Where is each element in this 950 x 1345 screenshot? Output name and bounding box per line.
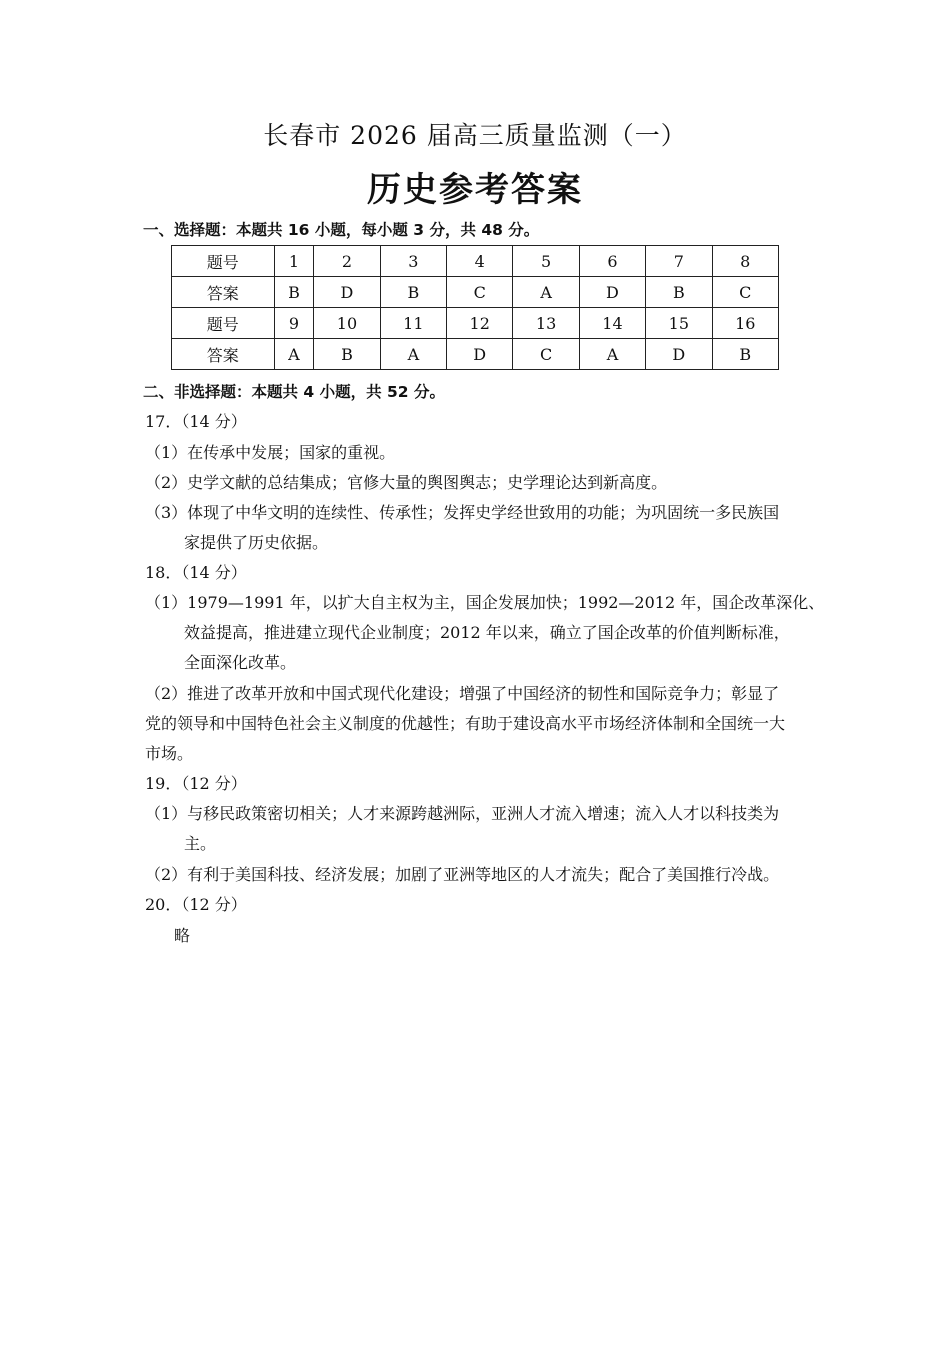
table-cell: 5 xyxy=(513,246,579,277)
q19-answer-1: （1）与移民政策密切相关；人才来源跨越洲际，亚洲人才流入增速；流入人才以科技类为 xyxy=(145,804,780,823)
table-cell: D xyxy=(314,277,380,308)
table-cell: 16 xyxy=(712,308,778,339)
answer-table xyxy=(171,245,779,370)
question-20-header: 20．（12 分） xyxy=(145,895,247,914)
table-row xyxy=(172,339,779,370)
q18-answer-2: （2）推进了改革开放和中国式现代化建设；增强了中国经济的韧性和国际竞争力；彰显了 xyxy=(145,684,780,703)
table-cell: A xyxy=(513,277,579,308)
table-cell: C xyxy=(447,277,513,308)
table-cell: A xyxy=(380,339,446,370)
table-cell: 9 xyxy=(274,308,314,339)
q18-answer-2-cont2: 市场。 xyxy=(145,744,194,763)
table-cell: 12 xyxy=(447,308,513,339)
section2-heading: 二、非选择题：本题共 4 小题，共 52 分。 xyxy=(143,383,445,401)
table-cell: B xyxy=(380,277,446,308)
table-cell: 11 xyxy=(380,308,446,339)
table-cell: 答案 xyxy=(172,339,275,370)
q19-answer-1-cont: 主。 xyxy=(184,834,217,853)
exam-subtitle: 长春市 2026 届高三质量监测（一） xyxy=(263,121,687,150)
question-17-header: 17．（14 分） xyxy=(145,412,247,431)
q18-answer-1-cont2: 全面深化改革。 xyxy=(184,653,297,672)
table-cell: B xyxy=(646,277,712,308)
table-cell: C xyxy=(712,277,778,308)
table-row xyxy=(172,277,779,308)
table-cell: 13 xyxy=(513,308,579,339)
table-row xyxy=(172,246,779,277)
q20-answer: 略 xyxy=(174,926,191,945)
table-cell: D xyxy=(646,339,712,370)
table-cell: D xyxy=(447,339,513,370)
q17-answer-1: （1）在传承中发展；国家的重视。 xyxy=(145,443,396,462)
table-row xyxy=(172,308,779,339)
table-cell: A xyxy=(579,339,645,370)
table-cell: 题号 xyxy=(172,246,275,277)
table-cell: 1 xyxy=(274,246,314,277)
q19-answer-2: （2）有利于美国科技、经济发展；加剧了亚洲等地区的人才流失；配合了美国推行冷战。 xyxy=(145,865,780,884)
q17-answer-2: （2）史学文献的总结集成；官修大量的舆图舆志；史学理论达到新高度。 xyxy=(145,473,668,492)
table-cell: 3 xyxy=(380,246,446,277)
table-cell: A xyxy=(274,339,314,370)
table-cell: B xyxy=(314,339,380,370)
q17-answer-3: （3）体现了中华文明的连续性、传承性；发挥史学经世致用的功能；为巩固统一多民族国 xyxy=(145,503,780,522)
table-cell: D xyxy=(579,277,645,308)
q18-answer-1: （1）1979—1991 年，以扩大自主权为主，国企发展加快；1992—2012 年，国企改革深化、 xyxy=(145,593,825,612)
table-cell: B xyxy=(274,277,314,308)
question-18-header: 18．（14 分） xyxy=(145,563,247,582)
table-cell: 4 xyxy=(447,246,513,277)
table-cell: 10 xyxy=(314,308,380,339)
section1-heading: 一、选择题：本题共 16 小题，每小题 3 分，共 48 分。 xyxy=(143,221,540,239)
table-cell: 6 xyxy=(579,246,645,277)
table-cell: B xyxy=(712,339,778,370)
table-cell: 7 xyxy=(646,246,712,277)
q17-answer-3-cont: 家提供了历史依据。 xyxy=(184,533,329,552)
q18-answer-1-cont: 效益提高，推进建立现代企业制度；2012 年以来，确立了国企改革的价值判断标准， xyxy=(184,623,790,642)
table-cell: 答案 xyxy=(172,277,275,308)
question-19-header: 19．（12 分） xyxy=(145,774,247,793)
table-cell: 14 xyxy=(579,308,645,339)
q18-answer-2-cont: 党的领导和中国特色社会主义制度的优越性；有助于建设高水平市场经济体制和全国统一大 xyxy=(145,714,786,733)
table-cell: C xyxy=(513,339,579,370)
table-cell: 2 xyxy=(314,246,380,277)
page-title: 历史参考答案 xyxy=(367,170,583,210)
table-cell: 15 xyxy=(646,308,712,339)
table-cell: 8 xyxy=(712,246,778,277)
table-cell: 题号 xyxy=(172,308,275,339)
